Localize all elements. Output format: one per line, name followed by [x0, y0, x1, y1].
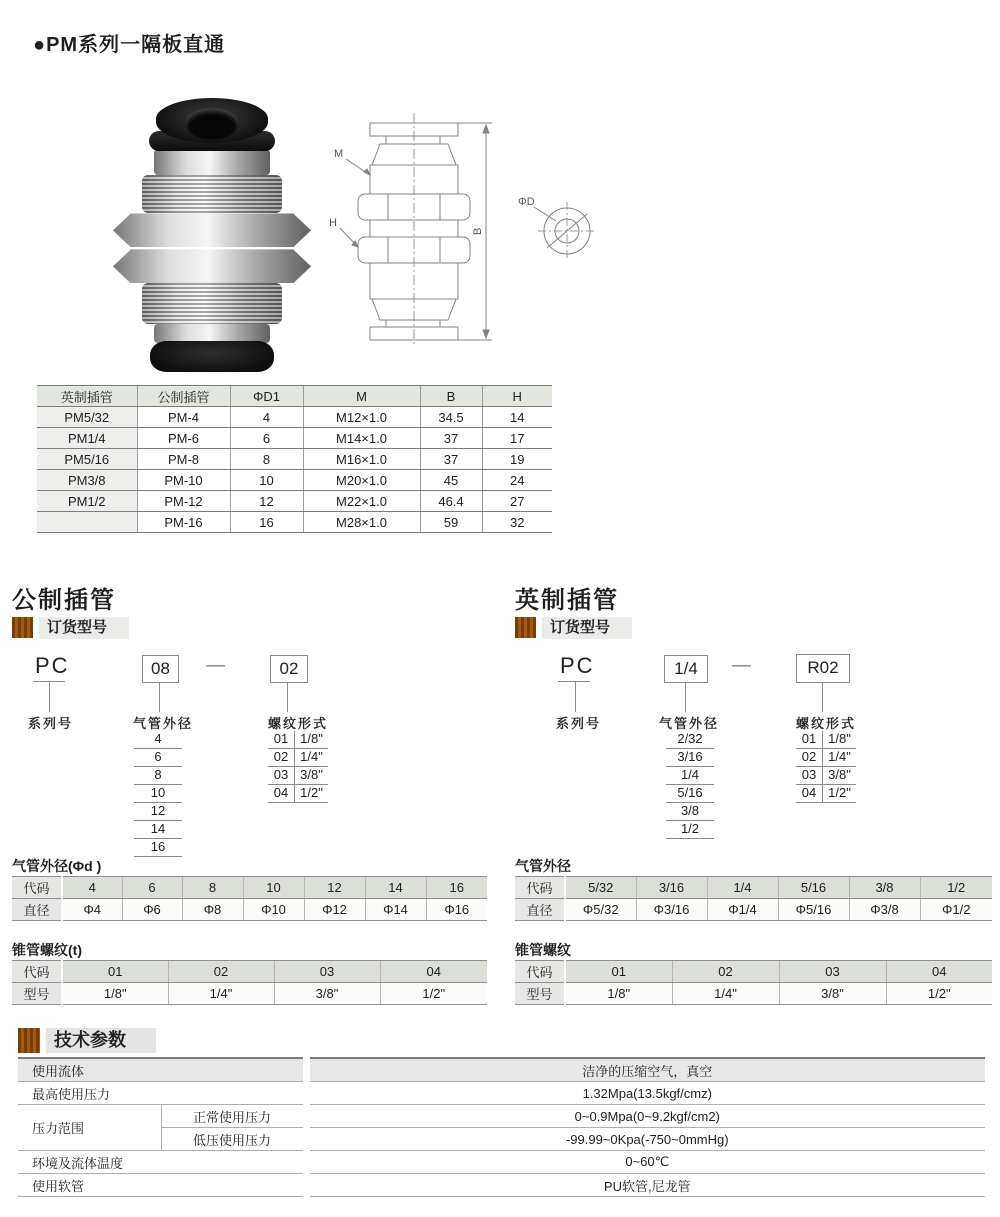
row-label: 代码: [12, 961, 62, 983]
spec-cell: M12×1.0: [303, 407, 420, 428]
spec-cell: PM1/4: [37, 428, 137, 449]
spec-cell: M16×1.0: [303, 449, 420, 470]
imperial-code-thread-box: R02: [796, 654, 850, 683]
spec-row: [37, 491, 552, 512]
spec-header-cell: 英制插管: [37, 386, 137, 407]
thread-option-size: 1/4": [294, 749, 328, 766]
thread-code-cell: 02: [672, 961, 779, 983]
metric-thread-label: 螺纹形式: [268, 716, 329, 731]
tech-value-cell: PU软管,尼龙管: [306, 1174, 985, 1197]
value-row: [12, 899, 487, 921]
tech-sub-cell: 低压使用压力: [161, 1128, 306, 1151]
spec-cell: PM1/2: [37, 491, 137, 512]
photo-hex-nut-upper: [113, 213, 311, 247]
od-code-cell: 10: [243, 877, 304, 899]
od-code-cell: 5/32: [565, 877, 636, 899]
row-label: 代码: [515, 961, 565, 983]
imperial-order-bar: [515, 617, 632, 639]
thread-code-cell: 03: [274, 961, 380, 983]
thread-option-row: [796, 785, 856, 803]
spec-row: [37, 512, 552, 533]
tech-row: [18, 1082, 985, 1105]
row-label: 直径: [12, 899, 62, 921]
side-view: [534, 202, 596, 260]
od-option: 3/8: [666, 803, 714, 821]
spec-cell: 4: [230, 407, 303, 428]
imperial-thread-table: [515, 960, 992, 1005]
spec-cell: PM-16: [137, 512, 230, 533]
spec-cell: PM-6: [137, 428, 230, 449]
thread-code-cell: 04: [380, 961, 487, 983]
tech-label-cell: 使用软管: [18, 1174, 306, 1197]
od-code-cell: 1/2: [920, 877, 992, 899]
thread-model-cell: 1/2": [380, 983, 487, 1005]
spec-cell: M14×1.0: [303, 428, 420, 449]
spec-cell: PM-10: [137, 470, 230, 491]
imperial-heading: 英制插管: [515, 587, 619, 614]
row-label: 代码: [515, 877, 565, 899]
drawing-label-m: M: [334, 148, 344, 160]
photo-upper-thread: [142, 175, 282, 214]
od-dia-cell: Φ16: [426, 899, 487, 921]
spec-header-cell: B: [420, 386, 482, 407]
spec-header-cell: M: [303, 386, 420, 407]
thread-model-cell: 3/8": [779, 983, 886, 1005]
order-code-marker-icon: [12, 617, 33, 638]
thread-model-cell: 1/8": [565, 983, 672, 1005]
spec-cell: 46.4: [420, 491, 482, 512]
metric-heading: 公制插管: [12, 587, 116, 614]
od-dia-cell: Φ14: [365, 899, 426, 921]
od-code-cell: 14: [365, 877, 426, 899]
thread-option-code: 04: [273, 785, 289, 800]
imperial-od-options: [666, 731, 714, 839]
metric-thread-table-title: 锥管螺纹(t): [12, 942, 82, 958]
photo-hex-nut-lower: [113, 249, 311, 283]
value-row: [12, 983, 487, 1005]
spec-cell: 34.5: [420, 407, 482, 428]
product-photo: [92, 98, 332, 372]
connector-line: [159, 682, 160, 712]
metric-thread-options: [268, 731, 328, 803]
row-label: 直径: [515, 899, 565, 921]
thread-model-cell: 1/4": [168, 983, 274, 1005]
connector-line: [685, 682, 686, 712]
imperial-series-label: 系列号: [556, 716, 602, 731]
metric-thread-table: [12, 960, 487, 1005]
spec-cell: PM3/8: [37, 470, 137, 491]
code-row: [12, 961, 487, 983]
od-dia-cell: Φ12: [304, 899, 365, 921]
spec-cell: PM5/16: [37, 449, 137, 470]
imperial-thread-table-title: 锥管螺纹: [515, 942, 571, 958]
thread-code-cell: 04: [886, 961, 992, 983]
tech-value-cell: 0~0.9Mpa(0~9.2kgf/cm2): [306, 1105, 985, 1128]
spec-cell: 37: [420, 428, 482, 449]
technical-drawing: [318, 95, 618, 355]
metric-code-series: PC: [35, 653, 70, 678]
imperial-thread-options: [796, 731, 856, 803]
connector-line: [49, 682, 50, 712]
photo-bottom-collet-cap: [150, 341, 274, 372]
connector-line: [287, 682, 288, 712]
spec-cell: [37, 512, 137, 533]
thread-option-size: 1/8": [294, 731, 328, 748]
spec-cell: PM-8: [137, 449, 230, 470]
thread-option-code: 02: [273, 749, 289, 764]
od-option: 3/16: [666, 749, 714, 767]
od-option: 16: [134, 839, 182, 857]
spec-row: [37, 407, 552, 428]
spec-cell: 17: [482, 428, 552, 449]
od-code-cell: 5/16: [778, 877, 849, 899]
od-dia-cell: Φ10: [243, 899, 304, 921]
od-option: 1/2: [666, 821, 714, 839]
thread-option-size: 1/2": [294, 785, 328, 802]
tech-params-marker-icon: [18, 1028, 40, 1053]
spec-table: [37, 385, 552, 533]
tech-sub-cell: 正常使用压力: [161, 1105, 306, 1128]
front-view: [340, 113, 492, 347]
thread-option-code: 03: [801, 767, 817, 782]
drawing-label-b: B: [472, 227, 484, 235]
od-dia-cell: Φ1/2: [920, 899, 992, 921]
spec-cell: 8: [230, 449, 303, 470]
tech-params-title: 技术参数: [46, 1028, 156, 1053]
tech-row: [18, 1128, 985, 1151]
order-code-marker-icon: [515, 617, 536, 638]
row-label: 代码: [12, 877, 62, 899]
thread-option-row: [268, 767, 328, 785]
metric-code-thread-box: 02: [270, 655, 308, 683]
connector-line: [822, 682, 823, 712]
spec-cell: 59: [420, 512, 482, 533]
metric-od-table-title: 气管外径(Φd ): [12, 858, 102, 874]
spec-cell: 19: [482, 449, 552, 470]
od-dia-cell: Φ4: [62, 899, 122, 921]
od-option: 14: [134, 821, 182, 839]
spec-header-cell: H: [482, 386, 552, 407]
code-row: [515, 877, 992, 899]
spec-cell: 45: [420, 470, 482, 491]
spec-row: [37, 449, 552, 470]
photo-tube-hole: [185, 108, 239, 140]
tech-value-cell: 1.32Mpa(13.5kgf/cmz): [306, 1082, 985, 1105]
od-code-cell: 4: [62, 877, 122, 899]
spec-row: [37, 428, 552, 449]
thread-option-row: [796, 731, 856, 749]
spec-cell: PM5/32: [37, 407, 137, 428]
imperial-thread-label: 螺纹形式: [796, 716, 857, 731]
thread-option-size: 1/8": [822, 731, 856, 748]
tech-params-bar: [18, 1028, 156, 1053]
spec-cell: M28×1.0: [303, 512, 420, 533]
od-code-cell: 8: [182, 877, 243, 899]
tech-label-cell: 使用流体: [18, 1058, 306, 1082]
spec-cell: 37: [420, 449, 482, 470]
tech-row: [18, 1174, 985, 1197]
od-option: 10: [134, 785, 182, 803]
underline: [558, 681, 590, 682]
thread-code-cell: 01: [62, 961, 168, 983]
spec-cell: PM-12: [137, 491, 230, 512]
od-code-cell: 1/4: [707, 877, 778, 899]
thread-model-cell: 3/8": [274, 983, 380, 1005]
spec-header-cell: ΦD1: [230, 386, 303, 407]
imperial-od-table: [515, 876, 992, 921]
thread-option-size: 1/2": [822, 785, 856, 802]
od-code-cell: 6: [122, 877, 182, 899]
tech-params-table: [18, 1057, 985, 1197]
thread-option-code: 02: [801, 749, 817, 764]
spec-cell: 16: [230, 512, 303, 533]
thread-option-code: 01: [273, 731, 289, 746]
metric-code-dash: —: [206, 655, 225, 676]
imperial-od-label: 气管外径: [659, 716, 720, 731]
page-title: ●PM系列一隔板直通: [33, 34, 226, 56]
tech-label-cell: 环境及流体温度: [18, 1151, 306, 1174]
od-dia-cell: Φ5/16: [778, 899, 849, 921]
spec-header-row: [37, 386, 552, 407]
metric-od-label: 气管外径: [133, 716, 194, 731]
metric-od-table: [12, 876, 487, 921]
od-option: 8: [134, 767, 182, 785]
od-code-cell: 3/16: [636, 877, 707, 899]
thread-code-cell: 03: [779, 961, 886, 983]
spec-cell: M22×1.0: [303, 491, 420, 512]
spec-cell: 10: [230, 470, 303, 491]
spec-row: [37, 470, 552, 491]
thread-option-row: [796, 767, 856, 785]
od-dia-cell: Φ3/8: [849, 899, 920, 921]
thread-model-cell: 1/8": [62, 983, 168, 1005]
od-dia-cell: Φ5/32: [565, 899, 636, 921]
order-code-label: 订货型号: [39, 617, 129, 639]
photo-top-collet-cap: [156, 98, 268, 143]
drawing-label-h: H: [329, 217, 337, 229]
spec-cell: 12: [230, 491, 303, 512]
spec-cell: 27: [482, 491, 552, 512]
value-row: [515, 983, 992, 1005]
code-row: [12, 877, 487, 899]
spec-cell: 14: [482, 407, 552, 428]
od-option: 12: [134, 803, 182, 821]
od-option: 1/4: [666, 767, 714, 785]
od-option: 6: [134, 749, 182, 767]
metric-series-label: 系列号: [28, 716, 74, 731]
tech-value-cell: 0~60℃: [306, 1151, 985, 1174]
spec-cell: 24: [482, 470, 552, 491]
spec-header-cell: 公制插管: [137, 386, 230, 407]
thread-code-cell: 02: [168, 961, 274, 983]
spec-cell: 6: [230, 428, 303, 449]
row-label: 型号: [12, 983, 62, 1005]
od-option: 5/16: [666, 785, 714, 803]
thread-option-size: 3/8": [294, 767, 328, 784]
thread-option-code: 04: [801, 785, 817, 800]
tech-label-cell: 最高使用压力: [18, 1082, 306, 1105]
metric-order-bar: [12, 617, 129, 639]
thread-option-size: 3/8": [822, 767, 856, 784]
od-dia-cell: Φ8: [182, 899, 243, 921]
spec-cell: M20×1.0: [303, 470, 420, 491]
od-code-cell: 3/8: [849, 877, 920, 899]
metric-od-options: [134, 731, 182, 857]
thread-option-size: 1/4": [822, 749, 856, 766]
spec-cell: PM-4: [137, 407, 230, 428]
thread-option-row: [268, 731, 328, 749]
tech-row: [18, 1105, 985, 1128]
imperial-code-dash: —: [732, 655, 751, 676]
thread-option-row: [796, 749, 856, 767]
thread-model-cell: 1/2": [886, 983, 992, 1005]
od-dia-cell: Φ1/4: [707, 899, 778, 921]
tech-row: [18, 1151, 985, 1174]
thread-model-cell: 1/4": [672, 983, 779, 1005]
value-row: [515, 899, 992, 921]
thread-option-code: 03: [273, 767, 289, 782]
tech-value-cell: 洁净的压缩空气，真空: [306, 1058, 985, 1082]
od-dia-cell: Φ3/16: [636, 899, 707, 921]
imperial-od-table-title: 气管外径: [515, 858, 571, 874]
od-code-cell: 12: [304, 877, 365, 899]
imperial-code-series: PC: [560, 653, 595, 678]
tech-row: [18, 1058, 985, 1082]
row-label: 型号: [515, 983, 565, 1005]
thread-option-code: 01: [801, 731, 817, 746]
order-code-label: 订货型号: [542, 617, 632, 639]
metric-code-size-box: 08: [142, 655, 179, 683]
drawing-label-d: ΦD: [518, 196, 535, 208]
thread-option-row: [268, 785, 328, 803]
tech-value-cell: -99.99~0Kpa(-750~0mmHg): [306, 1128, 985, 1151]
spec-cell: 32: [482, 512, 552, 533]
od-code-cell: 16: [426, 877, 487, 899]
code-row: [515, 961, 992, 983]
thread-option-row: [268, 749, 328, 767]
connector-line: [575, 682, 576, 712]
od-option: 4: [134, 731, 182, 749]
od-dia-cell: Φ6: [122, 899, 182, 921]
tech-label-cell: 压力范围: [18, 1105, 161, 1151]
photo-neck: [154, 149, 270, 175]
imperial-code-size-box: 1/4: [664, 655, 708, 683]
od-option: 2/32: [666, 731, 714, 749]
thread-code-cell: 01: [565, 961, 672, 983]
photo-lower-thread: [142, 283, 282, 323]
